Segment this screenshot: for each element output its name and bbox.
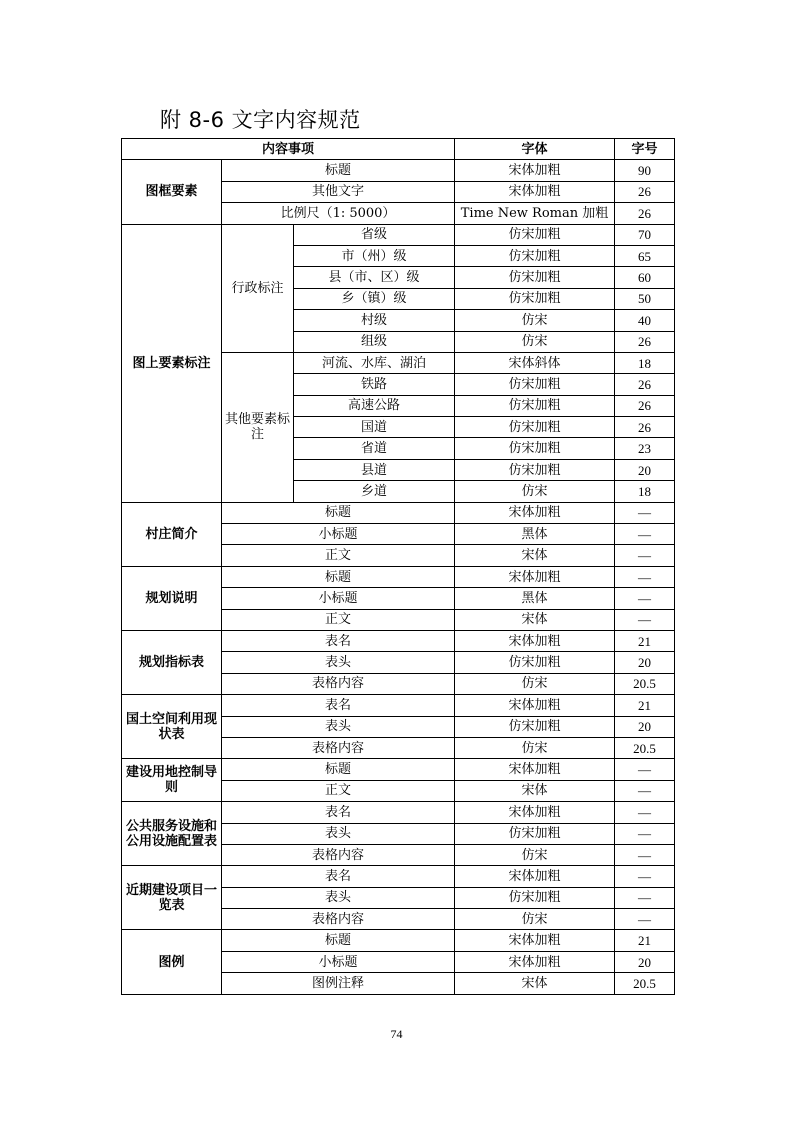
- item-cell: 市（州）级: [294, 245, 455, 266]
- table-row: [122, 630, 675, 651]
- group-name: 建设用地控制导则: [122, 759, 222, 802]
- item-cell: 标题: [222, 930, 455, 951]
- item-cell: 组级: [294, 331, 455, 352]
- font-cell: 仿宋: [455, 331, 615, 352]
- item-cell: 表头: [222, 887, 455, 908]
- group-name: 图上要素标注: [122, 224, 222, 502]
- item-cell: 高速公路: [294, 395, 455, 416]
- size-cell: 20.5: [615, 737, 675, 758]
- table-header-row: [122, 139, 675, 160]
- size-cell: 20: [615, 716, 675, 737]
- item-cell: 小标题: [222, 951, 455, 972]
- size-cell: —: [615, 802, 675, 823]
- item-cell: 省道: [294, 438, 455, 459]
- font-cell: 仿宋加粗: [455, 374, 615, 395]
- size-cell: 20: [615, 652, 675, 673]
- size-cell: 50: [615, 288, 675, 309]
- item-cell: 表格内容: [222, 737, 455, 758]
- font-cell: 宋体加粗: [455, 930, 615, 951]
- item-cell: 表名: [222, 695, 455, 716]
- font-cell: 宋体: [455, 609, 615, 630]
- size-cell: —: [615, 844, 675, 865]
- table-row: [122, 695, 675, 716]
- size-cell: 26: [615, 331, 675, 352]
- item-cell: 表格内容: [222, 844, 455, 865]
- size-cell: —: [615, 524, 675, 545]
- size-cell: 26: [615, 395, 675, 416]
- group-name: 村庄简介: [122, 502, 222, 566]
- item-cell: 村级: [294, 310, 455, 331]
- size-cell: 18: [615, 352, 675, 373]
- size-cell: 20: [615, 459, 675, 480]
- item-cell: 表格内容: [222, 909, 455, 930]
- font-cell: 宋体加粗: [455, 630, 615, 651]
- size-cell: 21: [615, 630, 675, 651]
- font-cell: 仿宋加粗: [455, 267, 615, 288]
- size-cell: 65: [615, 245, 675, 266]
- item-cell: 标题: [222, 566, 455, 587]
- item-cell: 国道: [294, 417, 455, 438]
- font-cell: 仿宋加粗: [455, 823, 615, 844]
- size-cell: 20: [615, 951, 675, 972]
- size-cell: —: [615, 566, 675, 587]
- font-cell: 仿宋: [455, 844, 615, 865]
- size-cell: —: [615, 609, 675, 630]
- item-cell: 省级: [294, 224, 455, 245]
- font-cell: 仿宋: [455, 737, 615, 758]
- size-cell: —: [615, 759, 675, 780]
- font-cell: 宋体: [455, 545, 615, 566]
- item-cell: 标题: [222, 759, 455, 780]
- font-cell: 宋体加粗: [455, 866, 615, 887]
- item-cell: 表名: [222, 866, 455, 887]
- item-cell: 表名: [222, 802, 455, 823]
- size-cell: 40: [615, 310, 675, 331]
- size-cell: 26: [615, 374, 675, 395]
- table-row: [122, 930, 675, 951]
- size-cell: 23: [615, 438, 675, 459]
- font-cell: 宋体加粗: [455, 695, 615, 716]
- table-row: [122, 802, 675, 823]
- font-cell: 仿宋加粗: [455, 887, 615, 908]
- size-cell: 26: [615, 417, 675, 438]
- size-cell: 26: [615, 181, 675, 202]
- header-item: 内容事项: [122, 139, 455, 160]
- item-cell: 图例注释: [222, 973, 455, 994]
- font-cell: 仿宋加粗: [455, 417, 615, 438]
- item-cell: 正文: [222, 609, 455, 630]
- item-cell: 标题: [222, 502, 455, 523]
- item-cell: 表格内容: [222, 673, 455, 694]
- table-row: [122, 566, 675, 587]
- table-row: [122, 502, 675, 523]
- page-title: 附 8-6 文字内容规范: [160, 108, 361, 132]
- item-cell: 铁路: [294, 374, 455, 395]
- item-cell: 正文: [222, 780, 455, 801]
- item-cell: 表头: [222, 652, 455, 673]
- font-cell: 黑体: [455, 524, 615, 545]
- table-row: [122, 866, 675, 887]
- font-cell: 仿宋加粗: [455, 716, 615, 737]
- font-cell: 宋体加粗: [455, 502, 615, 523]
- size-cell: —: [615, 866, 675, 887]
- group-name: 规划指标表: [122, 630, 222, 694]
- font-cell: 宋体加粗: [455, 181, 615, 202]
- font-cell: 宋体加粗: [455, 160, 615, 181]
- table-row: [122, 224, 675, 245]
- size-cell: 21: [615, 930, 675, 951]
- font-cell: 仿宋加粗: [455, 652, 615, 673]
- font-cell: 宋体斜体: [455, 352, 615, 373]
- text-spec-table: [121, 138, 675, 995]
- font-cell: 仿宋: [455, 909, 615, 930]
- size-cell: 20.5: [615, 973, 675, 994]
- item-cell: 小标题: [222, 588, 455, 609]
- item-cell: 县道: [294, 459, 455, 480]
- item-cell: 乡道: [294, 481, 455, 502]
- font-cell: 仿宋加粗: [455, 224, 615, 245]
- font-cell: 仿宋: [455, 310, 615, 331]
- item-cell: 乡（镇）级: [294, 288, 455, 309]
- size-cell: 20.5: [615, 673, 675, 694]
- font-cell: 宋体: [455, 780, 615, 801]
- font-cell: 黑体: [455, 588, 615, 609]
- font-cell: 仿宋加粗: [455, 288, 615, 309]
- size-cell: 26: [615, 203, 675, 224]
- font-cell: 仿宋加粗: [455, 395, 615, 416]
- size-cell: —: [615, 823, 675, 844]
- size-cell: —: [615, 780, 675, 801]
- font-cell: 仿宋: [455, 481, 615, 502]
- item-cell: 小标题: [222, 524, 455, 545]
- group-name: 图框要素: [122, 160, 222, 224]
- header-size: 字号: [615, 139, 675, 160]
- item-cell: 河流、水库、湖泊: [294, 352, 455, 373]
- font-cell: 宋体加粗: [455, 759, 615, 780]
- subgroup-name: 其他要素标注: [222, 352, 294, 502]
- item-cell: 表名: [222, 630, 455, 651]
- size-cell: 21: [615, 695, 675, 716]
- item-cell: 其他文字: [222, 181, 455, 202]
- font-cell: 宋体加粗: [455, 566, 615, 587]
- table-row: [122, 759, 675, 780]
- group-name: 近期建设项目一览表: [122, 866, 222, 930]
- size-cell: 60: [615, 267, 675, 288]
- font-cell: 仿宋加粗: [455, 438, 615, 459]
- font-cell: 宋体加粗: [455, 802, 615, 823]
- font-cell: 仿宋加粗: [455, 245, 615, 266]
- size-cell: 18: [615, 481, 675, 502]
- size-cell: —: [615, 887, 675, 908]
- size-cell: 90: [615, 160, 675, 181]
- font-cell: 仿宋加粗: [455, 459, 615, 480]
- size-cell: —: [615, 545, 675, 566]
- group-name: 公共服务设施和公用设施配置表: [122, 802, 222, 866]
- group-name: 国土空间利用现状表: [122, 695, 222, 759]
- item-cell: 标题: [222, 160, 455, 181]
- size-cell: —: [615, 909, 675, 930]
- item-cell: 比例尺（1: 5000）: [222, 203, 455, 224]
- size-cell: —: [615, 502, 675, 523]
- item-cell: 正文: [222, 545, 455, 566]
- item-cell: 表头: [222, 823, 455, 844]
- group-name: 图例: [122, 930, 222, 994]
- header-font: 字体: [455, 139, 615, 160]
- item-cell: 表头: [222, 716, 455, 737]
- page-number: 74: [390, 1027, 403, 1041]
- table-row: [122, 160, 675, 181]
- size-cell: —: [615, 588, 675, 609]
- item-cell: 县（市、区）级: [294, 267, 455, 288]
- font-cell: Time New Roman 加粗: [455, 203, 615, 224]
- subgroup-name: 行政标注: [222, 224, 294, 352]
- font-cell: 宋体: [455, 973, 615, 994]
- font-cell: 宋体加粗: [455, 951, 615, 972]
- group-name: 规划说明: [122, 566, 222, 630]
- font-cell: 仿宋: [455, 673, 615, 694]
- size-cell: 70: [615, 224, 675, 245]
